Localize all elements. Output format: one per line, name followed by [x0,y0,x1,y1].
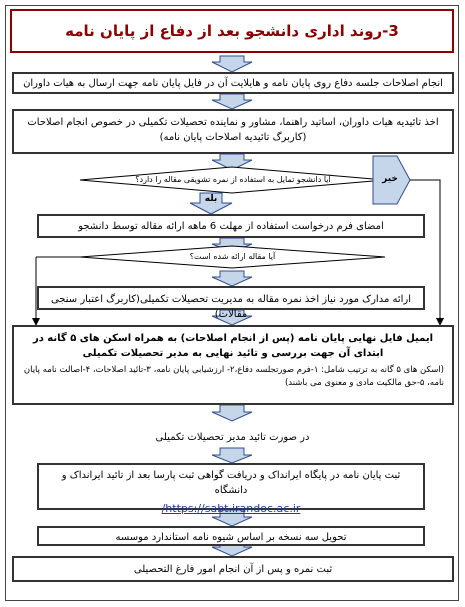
step-approval: اخذ تائیدیه هیات داوران، اساتید راهنما، مشاور و نماینده تحصیلات تکمیلی در خصوص انجام اصلاحات (کاربرگ تائیدیه اصلاحات پایان نامه) [12,109,454,154]
irandoc-link[interactable]: /https://sabt.irandoc.ac.ir [161,502,301,515]
decision-question-1: آیا دانشجو تمایل به استفاده از نمره تشویقی مقاله را دارد؟ [135,175,331,184]
yes-label: بله [204,194,218,204]
no-label: خیر [382,174,398,184]
final-email-note: (اسکن های ۵ گانه به ترتیب شامل: ۱-فرم صورتجلسه دفاع،۲- ارزشیابی پایان نامه، ۳-تائید اصلاحات، ۴-اصالت نامه پایان نامه، ۵-حق مالکیت مادی و معنوی می باشند) [23,365,444,388]
step-irandoc [37,463,425,515]
block-arrow-1 [212,56,252,72]
final-email-text: ایمیل فایل نهایی پایان نامه (پس از انجام اصلاحات) به همراه اسکن های ۵ گانه در ابتدای آن جهت بررسی و تائید نهایی به مدیر تحصیلات تکمیلی [32,333,434,359]
step-graduation: ثبت نمره و پس از آن انجام امور فارغ التحصیلی [12,556,454,582]
block-arrow-2 [212,94,252,109]
step-six-month-form: امضای فرم درخواست استفاده از مهلت 6 ماهه ارائه مقاله توسط دانشجو [37,214,425,238]
block-arrow-7 [212,405,252,421]
condition-text: در صورت تائید مدیر تحصیلات تکمیلی [155,432,310,443]
page-title: 3-روند اداری دانشجو بعد از دفاع از پایان نامه [10,9,454,53]
block-arrow-8 [212,448,252,463]
step-final-email [12,325,454,405]
block-arrow-5 [212,271,252,286]
step-fix-thesis: انجام اصلاحات جلسه دفاع روی پایان نامه و هایلایت آن در فایل پایان نامه جهت ارسال به هیات داوران [12,72,454,94]
step-article-docs: ارائه مدارک مورد نیاز اخذ نمره مقاله به مدیریت تحصیلات تکمیلی(کاربرگ اعتبار سنجی مقالات) [37,286,425,310]
irandoc-text: ثبت پایان نامه در پایگاه ایرانداک و دریافت گواهی ثبت پارسا بعد از تائید ایرانداک و دانشگاه [61,470,401,496]
step-deliver-copies: تحویل سه نسخه بر اساس شیوه نامه استاندارد موسسه [37,526,425,546]
decision-question-2: آیا مقاله ارائه شده است؟ [189,252,276,261]
